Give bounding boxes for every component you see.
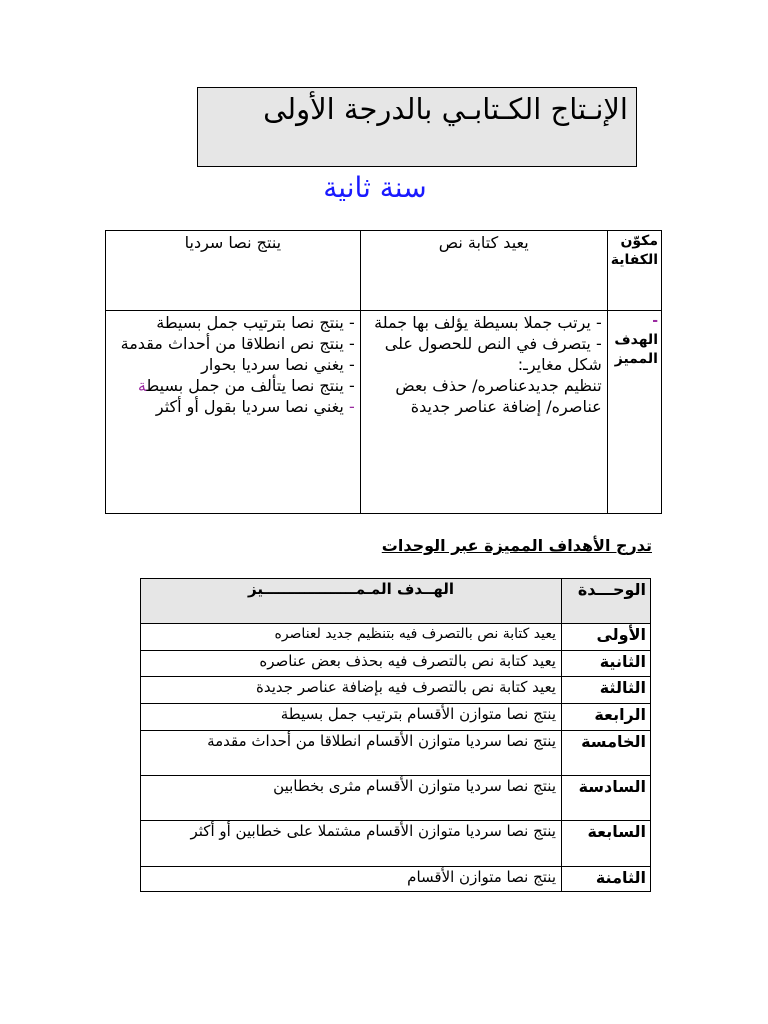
unit-name: الثانية <box>562 651 651 677</box>
document-title: الإنـتاج الكـتابـي بالدرجة الأولى <box>197 87 637 167</box>
unit-name: السادسة <box>562 776 651 821</box>
table-row <box>141 731 651 776</box>
goal-rewrite-line: تنظيم جديدعناصره/ حذف بعض عناصره/ إضافة عناصر جديدة <box>395 376 602 416</box>
unit-goal: يعيد كتابة نص بالتصرف فيه بتنظيم جديد لعناصره <box>141 624 562 651</box>
goal-narrative-line: - يغني نصا سرديا بحوار <box>201 355 355 374</box>
unit-goal: يعيد كتابة نص بالتصرف فيه بإضافة عناصر جديدة <box>141 677 562 704</box>
section-heading: تدرج الأهداف المميزة عبر الوحدات <box>381 536 652 555</box>
table-row <box>141 677 651 704</box>
competency-narrative: ينتج نصا سرديا <box>106 231 361 311</box>
unit-goal: ينتج نصا متوازن الأقسام <box>141 867 562 892</box>
unit-goal: ينتج نصا متوازن الأقسام بترتيب جمل بسيطة <box>141 704 562 731</box>
goal-label: الهدف المميز <box>614 332 658 367</box>
unit-name: الثالثة <box>562 677 651 704</box>
table-row <box>141 704 651 731</box>
unit-goal: ينتج نصا سرديا متوازن الأقسام مثرى بخطابين <box>141 776 562 821</box>
table-row <box>141 821 651 867</box>
competency-header-row <box>106 231 662 311</box>
goal-label-mark: - <box>652 313 658 329</box>
unit-name: الأولى <box>562 624 651 651</box>
goal-narrative-line: - ينتج نصا بترتيب جمل بسيطة <box>156 313 355 332</box>
units-table <box>140 578 651 892</box>
table-row <box>141 776 651 821</box>
table-row <box>141 867 651 892</box>
goal-narrative-line: - ينتج نص انطلاقا من أحداث مقدمة <box>120 334 355 353</box>
unit-goal: يعيد كتابة نص بالتصرف فيه بحذف بعض عناصره <box>141 651 562 677</box>
competency-rewrite: يعيد كتابة نص <box>360 231 607 311</box>
table-row <box>141 624 651 651</box>
competency-table <box>105 230 662 514</box>
goal-narrative-line <box>111 375 355 396</box>
units-header-goal: الهــدف المـمــــــــــــــــــيز <box>141 579 562 624</box>
goal-rewrite-cell <box>360 311 607 514</box>
unit-name: الخامسة <box>562 731 651 776</box>
goal-row <box>106 311 662 514</box>
highlighted-dash: - <box>348 397 355 416</box>
units-header-unit: الوحـــدة <box>562 579 651 624</box>
unit-goal: ينتج نصا سرديا متوازن الأقسام مشتملا على خطابين أو أكثر <box>141 821 562 867</box>
unit-goal: ينتج نصا سرديا متوازن الأقسام انطلاقا من أحداث مقدمة <box>141 731 562 776</box>
grade-subtitle: سنة ثانية <box>323 171 427 204</box>
goal-narrative-text: - ينتج نصا يتألف من جمل بسيط <box>146 376 355 395</box>
table-row <box>141 651 651 677</box>
units-header-row <box>141 579 651 624</box>
goal-rewrite-line: - يتصرف في النص للحصول على شكل مغايرـ: <box>384 334 602 374</box>
goal-rewrite-line: - يرتب جملا بسيطة يؤلف بها جملة <box>374 313 602 332</box>
goal-narrative-text: يغني نصا سرديا بقول أو أكثر <box>155 397 349 416</box>
unit-name: الثامنة <box>562 867 651 892</box>
goal-label-cell <box>607 311 661 514</box>
goal-narrative-cell <box>106 311 361 514</box>
unit-name: الرابعة <box>562 704 651 731</box>
competency-label: مكوّن الكفاية <box>607 231 661 311</box>
goal-narrative-line <box>111 396 355 417</box>
highlighted-letter: ة <box>137 376 147 395</box>
unit-name: السابعة <box>562 821 651 867</box>
